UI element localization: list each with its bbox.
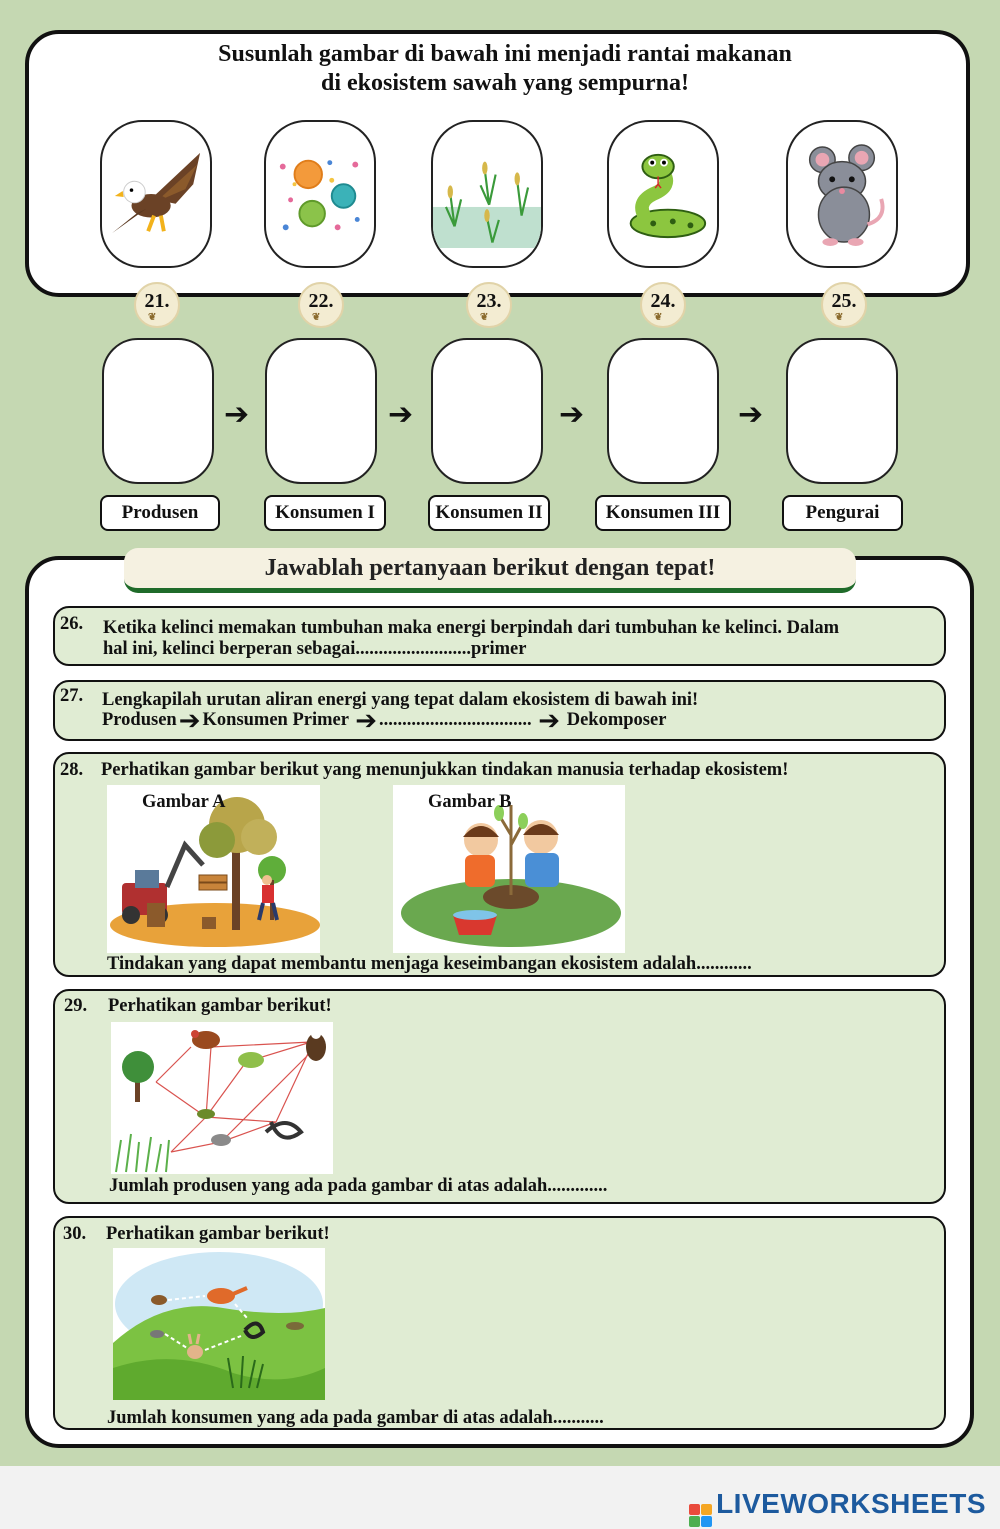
instruction-line-1: Susunlah gambar di bawah ini menjadi rantai makanan bbox=[218, 41, 792, 67]
question-text: Lengkapilah urutan aliran energi yang tepat dalam ekosistem di bawah ini! bbox=[102, 690, 699, 710]
snake-icon bbox=[614, 145, 712, 243]
card-eagle[interactable] bbox=[100, 120, 212, 268]
rice-plant-icon bbox=[433, 139, 541, 249]
role-label-konsumen-2: Konsumen II bbox=[428, 495, 550, 531]
image-label-a: Gambar A bbox=[142, 792, 226, 812]
card-rice[interactable] bbox=[431, 120, 543, 268]
food-web-diagram bbox=[111, 1022, 333, 1174]
question-prompt[interactable]: Tindakan yang dapat membantu menjaga keseimbangan ekosistem adalah............ bbox=[107, 954, 752, 974]
question-text: Perhatikan gambar berikut! bbox=[106, 1224, 330, 1244]
image-food-web bbox=[111, 1022, 333, 1174]
brand-name: LIVEWORKSHEETS bbox=[716, 1488, 986, 1519]
arrow-right-icon: ➔ bbox=[559, 397, 585, 432]
role-label-konsumen-3: Konsumen III bbox=[595, 495, 731, 531]
number-badge: 22. ❦ bbox=[298, 282, 344, 328]
question-prompt[interactable]: Jumlah produsen yang ada pada gambar di atas adalah............. bbox=[109, 1176, 608, 1196]
question-29 bbox=[53, 989, 946, 1204]
ecosystem-illustration bbox=[113, 1248, 325, 1400]
question-27 bbox=[53, 680, 946, 741]
drop-zone-22[interactable] bbox=[265, 338, 377, 484]
instruction bbox=[0, 40, 1000, 98]
mouse-icon bbox=[793, 139, 891, 249]
question-prompt[interactable]: Jumlah konsumen yang ada pada gambar di atas adalah........... bbox=[107, 1408, 604, 1428]
question-text: Ketika kelinci memakan tumbuhan maka energi berpindah dari tumbuhan ke kelinci. Dalam bbox=[103, 618, 839, 638]
drop-zone-21[interactable] bbox=[102, 338, 214, 484]
drop-zone-25[interactable] bbox=[786, 338, 898, 484]
arrow-right-icon: ➔ bbox=[355, 706, 378, 736]
number-badge: 21. ❦ bbox=[134, 282, 180, 328]
drop-zone-24[interactable] bbox=[607, 338, 719, 484]
question-number: 26. bbox=[60, 614, 84, 634]
arrow-right-icon: ➔ bbox=[224, 397, 250, 432]
card-bacteria[interactable] bbox=[264, 120, 376, 268]
question-text: Perhatikan gambar berikut yang menunjukkan tindakan manusia terhadap ekosistem! bbox=[101, 760, 789, 780]
question-number: 29. bbox=[64, 996, 88, 1016]
question-30 bbox=[53, 1216, 946, 1430]
answer-blank[interactable]: ................................. bbox=[379, 710, 532, 730]
liveworksheets-logo-icon bbox=[689, 1504, 712, 1527]
brand-logo[interactable] bbox=[689, 1488, 986, 1527]
question-number: 28. bbox=[60, 760, 84, 780]
arrow-right-icon: ➔ bbox=[738, 397, 764, 432]
eagle-icon bbox=[107, 145, 205, 243]
arrow-right-icon: ➔ bbox=[178, 706, 201, 736]
number-badge: 25. ❦ bbox=[821, 282, 867, 328]
number-badge: 23. ❦ bbox=[466, 282, 512, 328]
role-label-pengurai: Pengurai bbox=[782, 495, 903, 531]
drop-zone-23[interactable] bbox=[431, 338, 543, 484]
question-26 bbox=[53, 606, 946, 666]
question-28 bbox=[53, 752, 946, 977]
image-label-b: Gambar B bbox=[428, 792, 512, 812]
arrow-right-icon: ➔ bbox=[538, 706, 561, 736]
question-number: 30. bbox=[63, 1224, 87, 1244]
question-number: 27. bbox=[60, 686, 84, 706]
image-ecosystem bbox=[113, 1248, 325, 1400]
card-snake[interactable] bbox=[607, 120, 719, 268]
flow-konsumen-primer: Konsumen Primer bbox=[202, 710, 349, 730]
role-label-produsen: Produsen bbox=[100, 495, 220, 531]
flow-dekomposer: Dekomposer bbox=[566, 710, 667, 730]
question-text: hal ini, kelinci berperan sebagai.........................primer bbox=[103, 639, 527, 659]
question-text: Perhatikan gambar berikut! bbox=[108, 996, 332, 1016]
bacteria-icon bbox=[271, 145, 369, 243]
section-banner: Jawablah pertanyaan berikut dengan tepat! bbox=[124, 548, 856, 593]
arrow-right-icon: ➔ bbox=[388, 397, 414, 432]
flow-produsen: Produsen bbox=[102, 710, 177, 730]
card-mouse[interactable] bbox=[786, 120, 898, 268]
instruction-line-2: di ekosistem sawah yang sempurna! bbox=[320, 70, 690, 96]
energy-flow-line bbox=[102, 706, 667, 736]
role-label-konsumen-1: Konsumen I bbox=[264, 495, 386, 531]
number-badge: 24. ❦ bbox=[640, 282, 686, 328]
